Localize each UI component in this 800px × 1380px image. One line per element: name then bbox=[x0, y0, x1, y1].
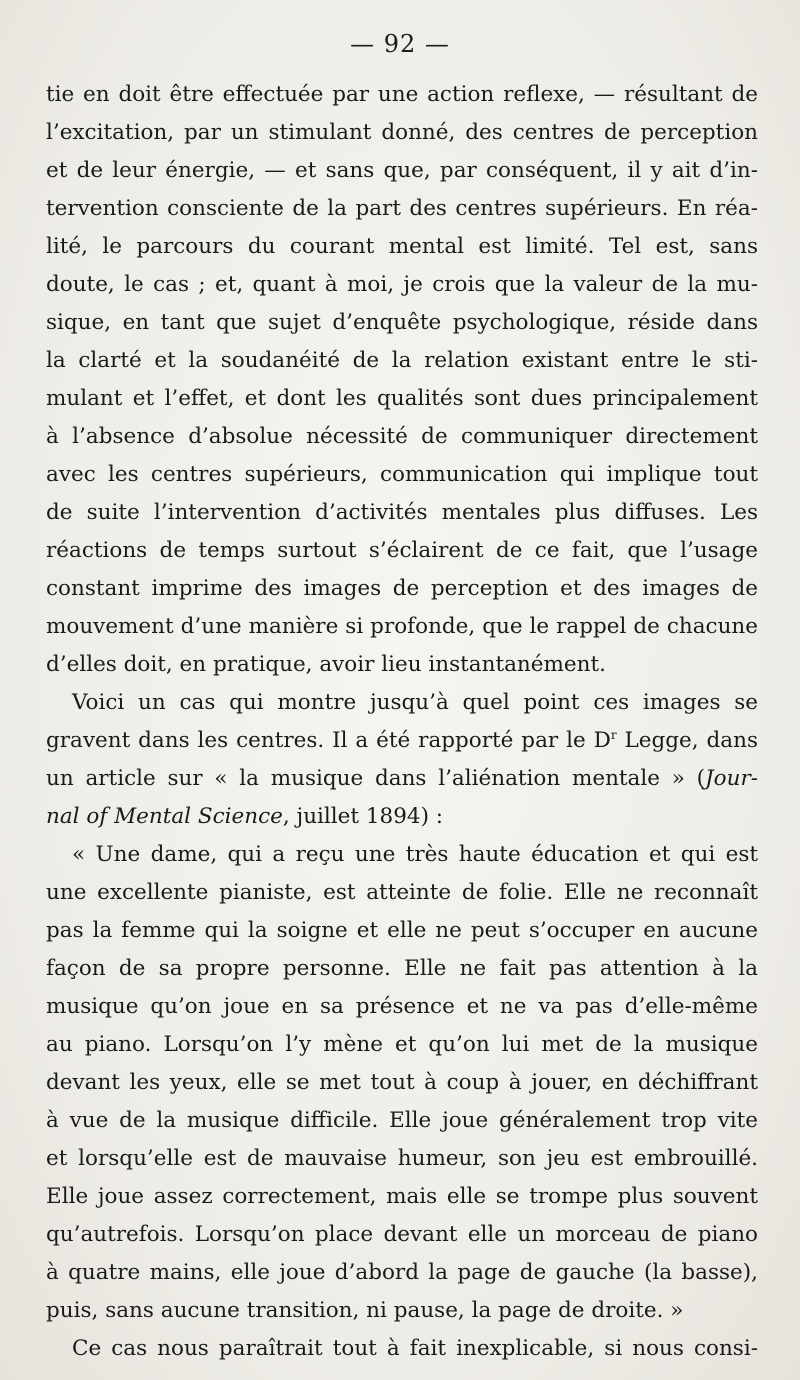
text-segment: doute, le cas ; et, quant à moi, je crois que la valeur de la mu- bbox=[46, 272, 758, 297]
text-line bbox=[46, 380, 758, 418]
text-segment: musique qu’on joue en sa présence et ne va pas d’elle-même bbox=[46, 994, 758, 1019]
text-segment: lité, le parcours du courant mental est limité. Tel est, sans bbox=[46, 234, 758, 259]
text-segment: de suite l’intervention d’activités mentales plus diffuses. Les bbox=[46, 500, 758, 525]
text-line bbox=[46, 760, 758, 798]
superscript: r bbox=[610, 728, 617, 742]
text-line bbox=[46, 1254, 758, 1292]
text-line bbox=[46, 342, 758, 380]
text-segment: et lorsqu’elle est de mauvaise humeur, son jeu est embrouillé. bbox=[46, 1146, 758, 1171]
text-line bbox=[46, 912, 758, 950]
text-segment: devant les yeux, elle se met tout à coup à jouer, en déchiffrant bbox=[46, 1070, 758, 1095]
text-line bbox=[46, 114, 758, 152]
text-segment: la clarté et la soudanéité de la relation existant entre le sti- bbox=[46, 348, 758, 373]
italic-text: nal of Mental Science bbox=[46, 804, 283, 829]
text-segment: Elle joue assez correctement, mais elle se trompe plus souvent bbox=[46, 1184, 758, 1209]
text-segment: gravent dans les centres. Il a été rapporté par le D bbox=[46, 728, 611, 753]
text-line bbox=[46, 684, 758, 722]
text-line bbox=[46, 152, 758, 190]
text-line bbox=[46, 950, 758, 988]
text-segment: Ce cas nous paraîtrait tout à fait inexplicable, si nous consi- bbox=[72, 1336, 758, 1361]
text-line bbox=[46, 1064, 758, 1102]
text-line bbox=[46, 1102, 758, 1140]
text-line bbox=[46, 228, 758, 266]
text-segment: un article sur « la musique dans l’aliénation mentale » ( bbox=[46, 766, 706, 791]
body-text bbox=[46, 76, 758, 1368]
text-segment: à vue de la musique difficile. Elle joue généralement trop vite bbox=[46, 1108, 758, 1133]
text-segment: tervention consciente de la part des centres supérieurs. En réa- bbox=[46, 196, 758, 221]
text-line bbox=[46, 1292, 758, 1330]
text-line bbox=[46, 646, 758, 684]
text-line bbox=[46, 608, 758, 646]
text-line bbox=[46, 190, 758, 228]
text-segment: « Une dame, qui a reçu une très haute éducation et qui est bbox=[72, 842, 758, 867]
text-segment: puis, sans aucune transition, ni pause, la page de droite. » bbox=[46, 1298, 684, 1323]
text-line bbox=[46, 1026, 758, 1064]
text-line bbox=[46, 532, 758, 570]
text-segment: pas la femme qui la soigne et elle ne peut s’occuper en aucune bbox=[46, 918, 758, 943]
text-segment: , juillet 1894) : bbox=[282, 804, 444, 829]
text-line bbox=[46, 76, 758, 114]
text-line bbox=[46, 418, 758, 456]
text-line bbox=[46, 1140, 758, 1178]
text-line bbox=[46, 836, 758, 874]
text-line bbox=[46, 722, 758, 760]
text-line bbox=[46, 1178, 758, 1216]
text-segment: tie en doit être effectuée par une action reflexe, — résultant de bbox=[46, 82, 758, 107]
text-segment: qu’autrefois. Lorsqu’on place devant elle un morceau de piano bbox=[46, 1222, 758, 1247]
text-segment: à quatre mains, elle joue d’abord la page de gauche (la basse), bbox=[46, 1260, 758, 1285]
text-segment: constant imprime des images de perception et des images de bbox=[46, 576, 758, 601]
text-segment: d’elles doit, en pratique, avoir lieu instantanément. bbox=[46, 652, 606, 677]
text-segment: Legge, dans bbox=[616, 728, 759, 753]
text-segment: à l’absence d’absolue nécessité de communiquer directement bbox=[46, 424, 758, 449]
text-line bbox=[46, 1216, 758, 1254]
text-segment: et de leur énergie, — et sans que, par conséquent, il y ait d’in- bbox=[46, 158, 758, 183]
text-segment: façon de sa propre personne. Elle ne fait pas attention à la bbox=[46, 956, 758, 981]
text-segment: l’excitation, par un stimulant donné, des centres de perception bbox=[46, 120, 758, 145]
text-line bbox=[46, 874, 758, 912]
text-segment: une excellente pianiste, est atteinte de folie. Elle ne reconnaît bbox=[46, 880, 758, 905]
text-segment: Voici un cas qui montre jusqu’à quel point ces images se bbox=[72, 690, 758, 715]
text-segment: mulant et l’effet, et dont les qualités sont dues principalement bbox=[46, 386, 758, 411]
text-line bbox=[46, 494, 758, 532]
text-line bbox=[46, 570, 758, 608]
italic-text: Jour- bbox=[705, 766, 758, 791]
text-line bbox=[46, 988, 758, 1026]
text-line bbox=[46, 456, 758, 494]
text-segment: avec les centres supérieurs, communication qui implique tout bbox=[46, 462, 758, 487]
text-segment: réactions de temps surtout s’éclairent de ce fait, que l’usage bbox=[46, 538, 758, 563]
text-segment: sique, en tant que sujet d’enquête psychologique, réside dans bbox=[46, 310, 758, 335]
text-line bbox=[46, 266, 758, 304]
text-segment: au piano. Lorsqu’on l’y mène et qu’on lui met de la musique bbox=[46, 1032, 758, 1057]
text-segment: mouvement d’une manière si profonde, que le rappel de chacune bbox=[46, 614, 758, 639]
text-line bbox=[46, 1330, 758, 1368]
page-number: — 92 — bbox=[350, 30, 450, 58]
text-line bbox=[46, 304, 758, 342]
text-line bbox=[46, 798, 758, 836]
